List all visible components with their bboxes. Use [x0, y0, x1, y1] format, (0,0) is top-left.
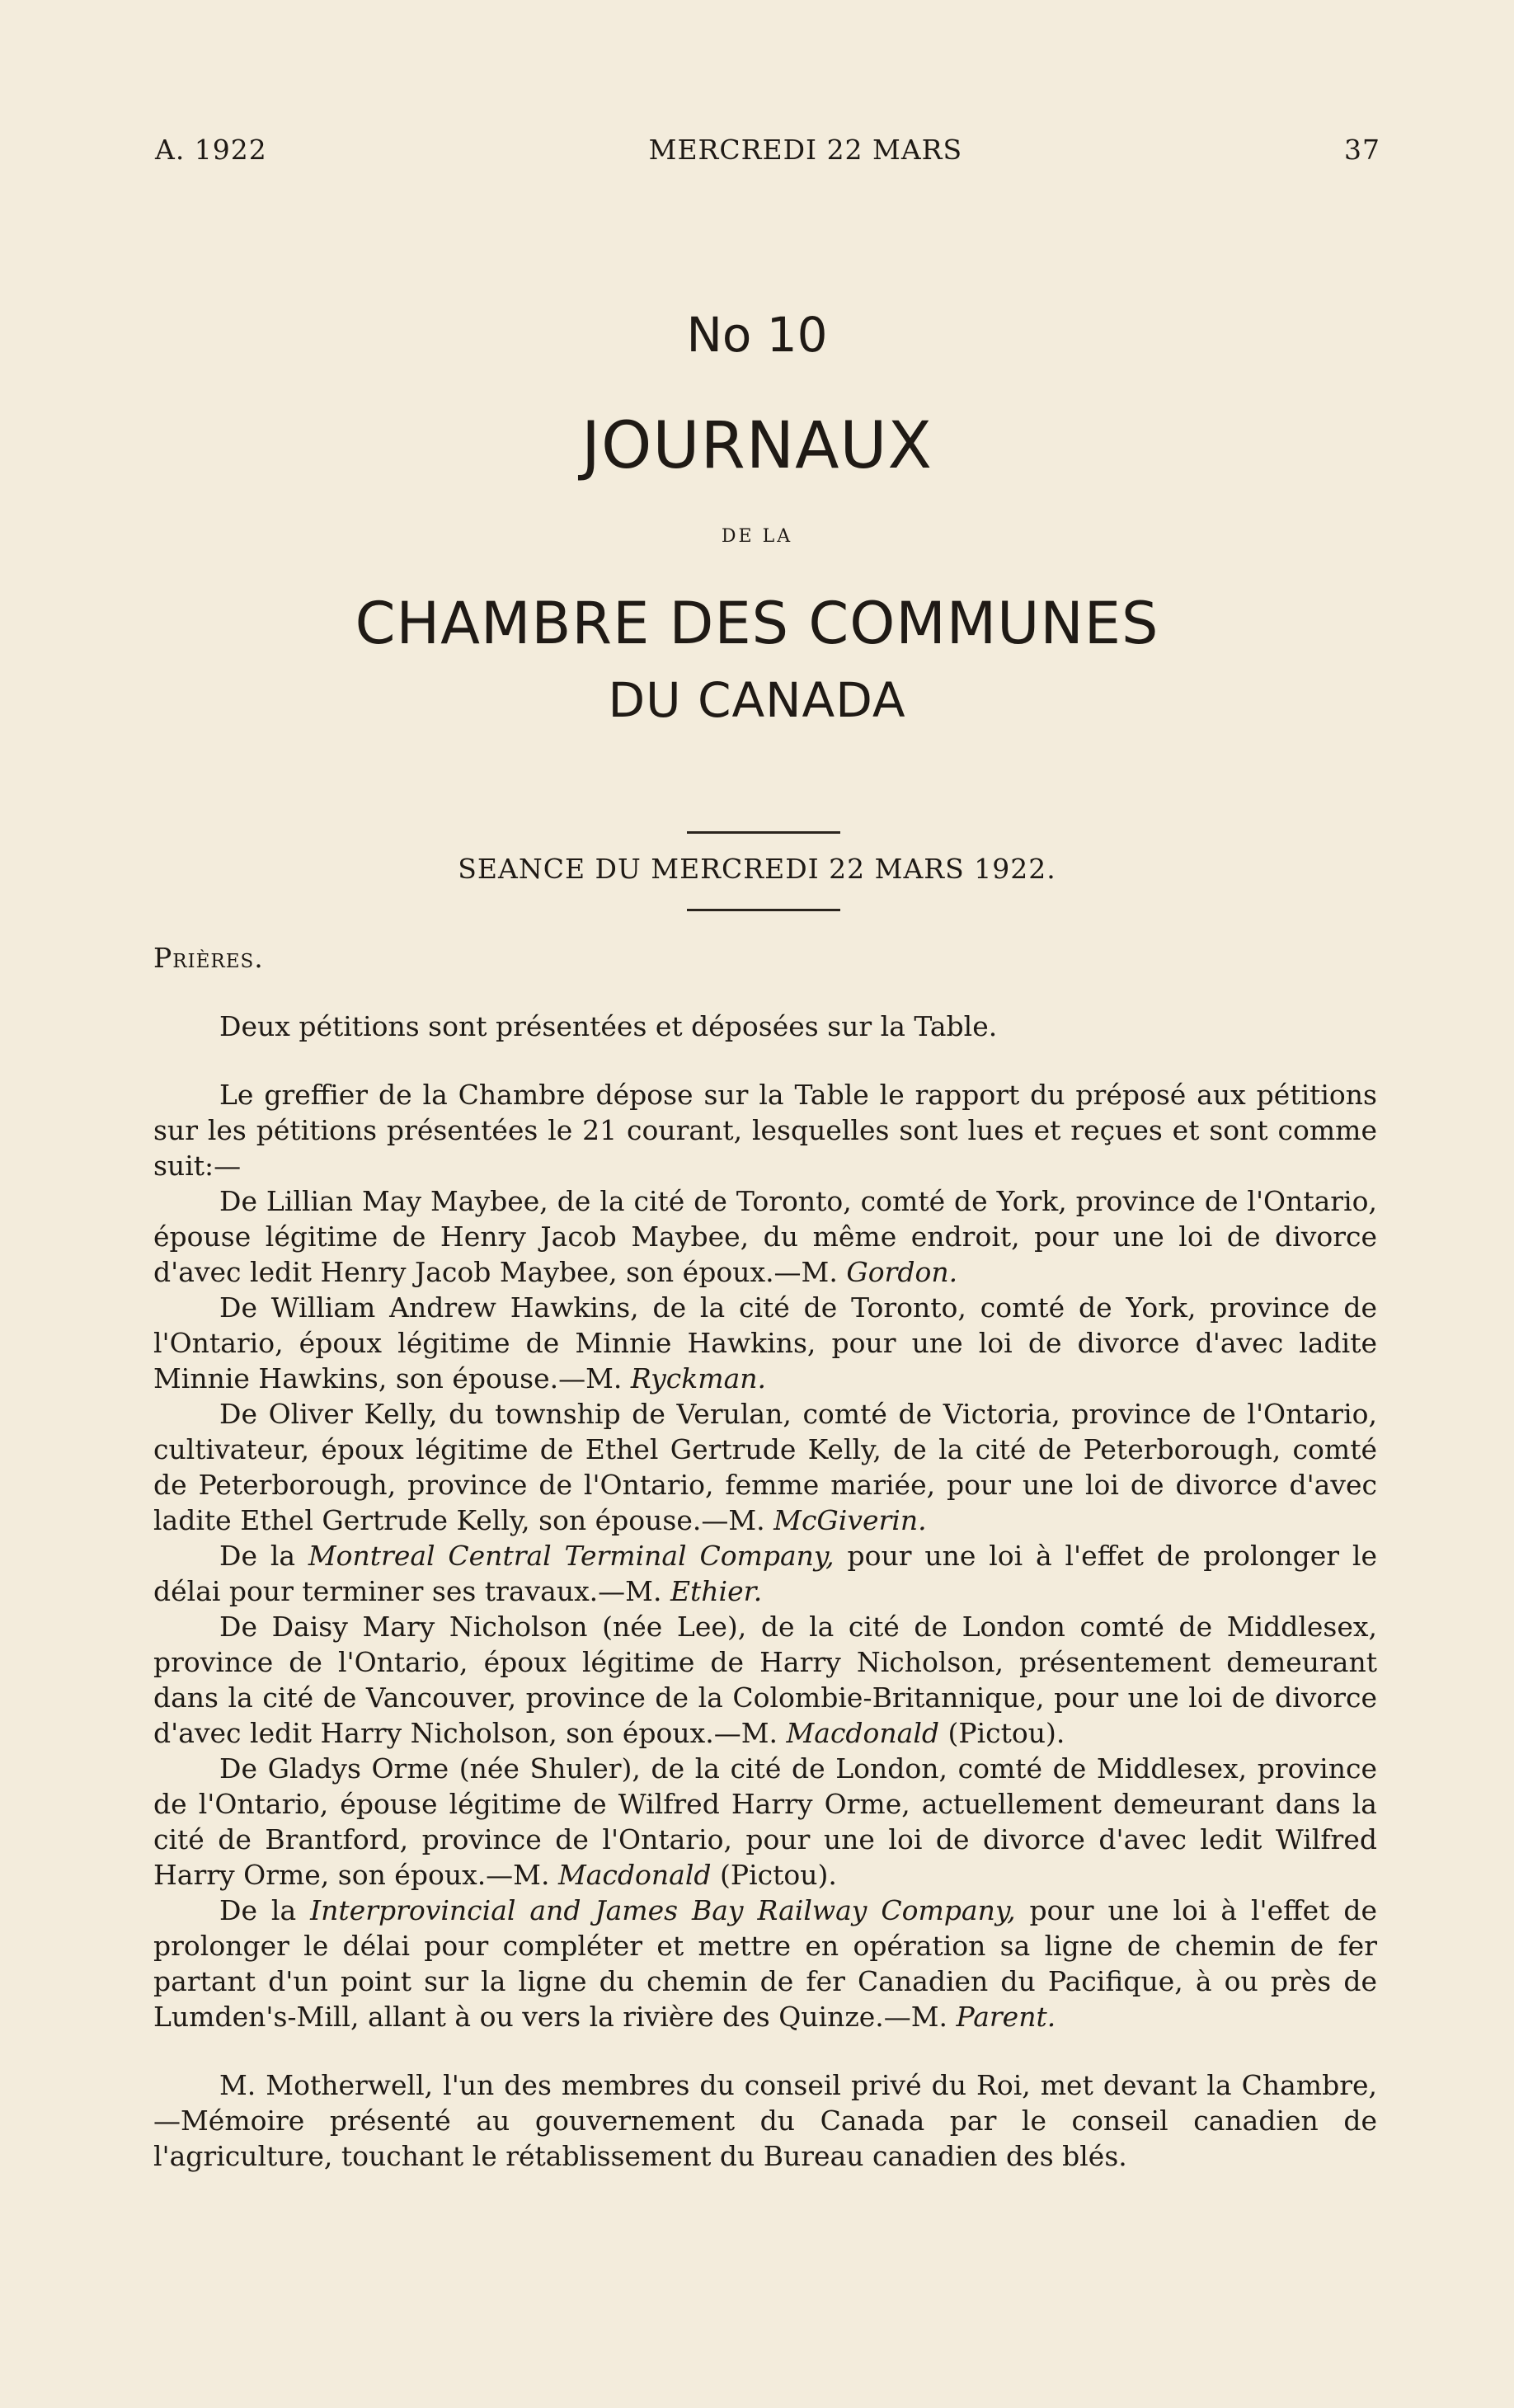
- country-title: DU CANADA: [608, 672, 906, 728]
- header-session-year: A. 1922: [155, 134, 267, 166]
- member-name: Parent.: [956, 2001, 1056, 2033]
- clerk-report: Le greffier de la Chambre dépose sur la Table le rapport du préposé aux pétitions sur les pétitions présentées le 21 courant, lesquelles sont lues et reçues et sont comme suit:—: [153, 1079, 1377, 1182]
- divider-top: [687, 831, 840, 834]
- member-name: Gordon.: [846, 1256, 958, 1288]
- member-name: Ryckman.: [630, 1362, 766, 1394]
- petition-item: De Oliver Kelly, du township de Verulan, comté de Victoria, province de l'Ontario, cultivateur, époux légitime de Ethel Gertrude Kelly, de la cité de Peterborough, comté de Peterborough, province de l'Ontario, femme mariée, pour une loi de divorce d'avec ladite Ethel Gertrude Kelly, son épouse.—M. McGiverin.: [153, 1398, 1377, 1536]
- divider-bottom: [687, 909, 840, 911]
- member-name: Macdonald: [786, 1717, 940, 1749]
- journal-title: JOURNAUX: [581, 409, 933, 483]
- member-name: Macdonald: [557, 1859, 712, 1891]
- petition-item: De la Montreal Central Terminal Company, pour une loi à l'effet de prolonger le délai pour terminer ses travaux.—M. Ethier.: [153, 1540, 1377, 1607]
- page-number: 37: [1344, 134, 1380, 166]
- prayers-heading: Prières.: [153, 942, 264, 974]
- petition-item: De Lillian May Maybee, de la cité de Toronto, comté de York, province de l'Ontario, épouse légitime de Henry Jacob Maybee, du même endroit, pour une loi de divorce d'avec ledit Henry Jacob Maybee, son époux.—M. Gordon.: [153, 1185, 1377, 1288]
- petition-item: De Gladys Orme (née Shuler), de la cité de London, comté de Middlesex, province de l'Ontario, épouse légitime de Wilfred Harry Orme, actuellement demeurant dans la cité de Brantford, province de l'Ontario, pour une loi de divorce d'avec ledit Wilfred Harry Orme, son époux.—M. Macdonald (Pictou).: [153, 1752, 1377, 1891]
- motherwell-paper: M. Motherwell, l'un des membres du conseil privé du Roi, met devant la Chambre, —Mémoire présenté au gouvernement du Canada par le conseil canadien de l'agriculture, touchant le rétablissement du Bureau canadien des blés.: [153, 2069, 1377, 2172]
- chamber-title: CHAMBRE DES COMMUNES: [355, 590, 1159, 657]
- masthead: [0, 307, 1514, 728]
- company-name: Interprovincial and James Bay Railway Company,: [310, 1894, 1016, 1926]
- petitions-presented: Deux pétitions sont présentées et déposées sur la Table.: [219, 1010, 998, 1042]
- member-name: Ethier.: [670, 1575, 763, 1607]
- journal-body: [153, 940, 1377, 2174]
- sitting-date: SEANCE DU MERCREDI 22 MARS 1922.: [458, 853, 1056, 885]
- header-date: MERCREDI 22 MARS: [648, 134, 963, 166]
- title-connector: DE LA: [721, 526, 793, 547]
- running-header: [155, 134, 1380, 166]
- petition-item: De William Andrew Hawkins, de la cité de Toronto, comté de York, province de l'Ontario, époux légitime de Minnie Hawkins, pour une loi de divorce d'avec ladite Minnie Hawkins, son épouse.—M. Ryckman.: [153, 1291, 1377, 1394]
- issue-number: No 10: [686, 307, 828, 363]
- petition-item: De la Interprovincial and James Bay Railway Company, pour une loi à l'effet de prolonger le délai pour compléter et mettre en opération sa ligne de chemin de fer partant d'un point sur la ligne du chemin de fer Canadien du Pacifique, à ou près de Lumden's-Mill, allant à ou vers la rivière des Quinze.—M. Parent.: [153, 1894, 1377, 2033]
- company-name: Montreal Central Terminal Company,: [308, 1540, 835, 1572]
- petition-item: De Daisy Mary Nicholson (née Lee), de la cité de London comté de Middlesex, province de l'Ontario, époux légitime de Harry Nicholson, présentement demeurant dans la cité de Vancouver, province de la Colombie-Britannique, pour une loi de divorce d'avec ledit Harry Nicholson, son époux.—M. Macdonald (Pictou).: [153, 1611, 1377, 1749]
- member-name: McGiverin.: [773, 1504, 927, 1536]
